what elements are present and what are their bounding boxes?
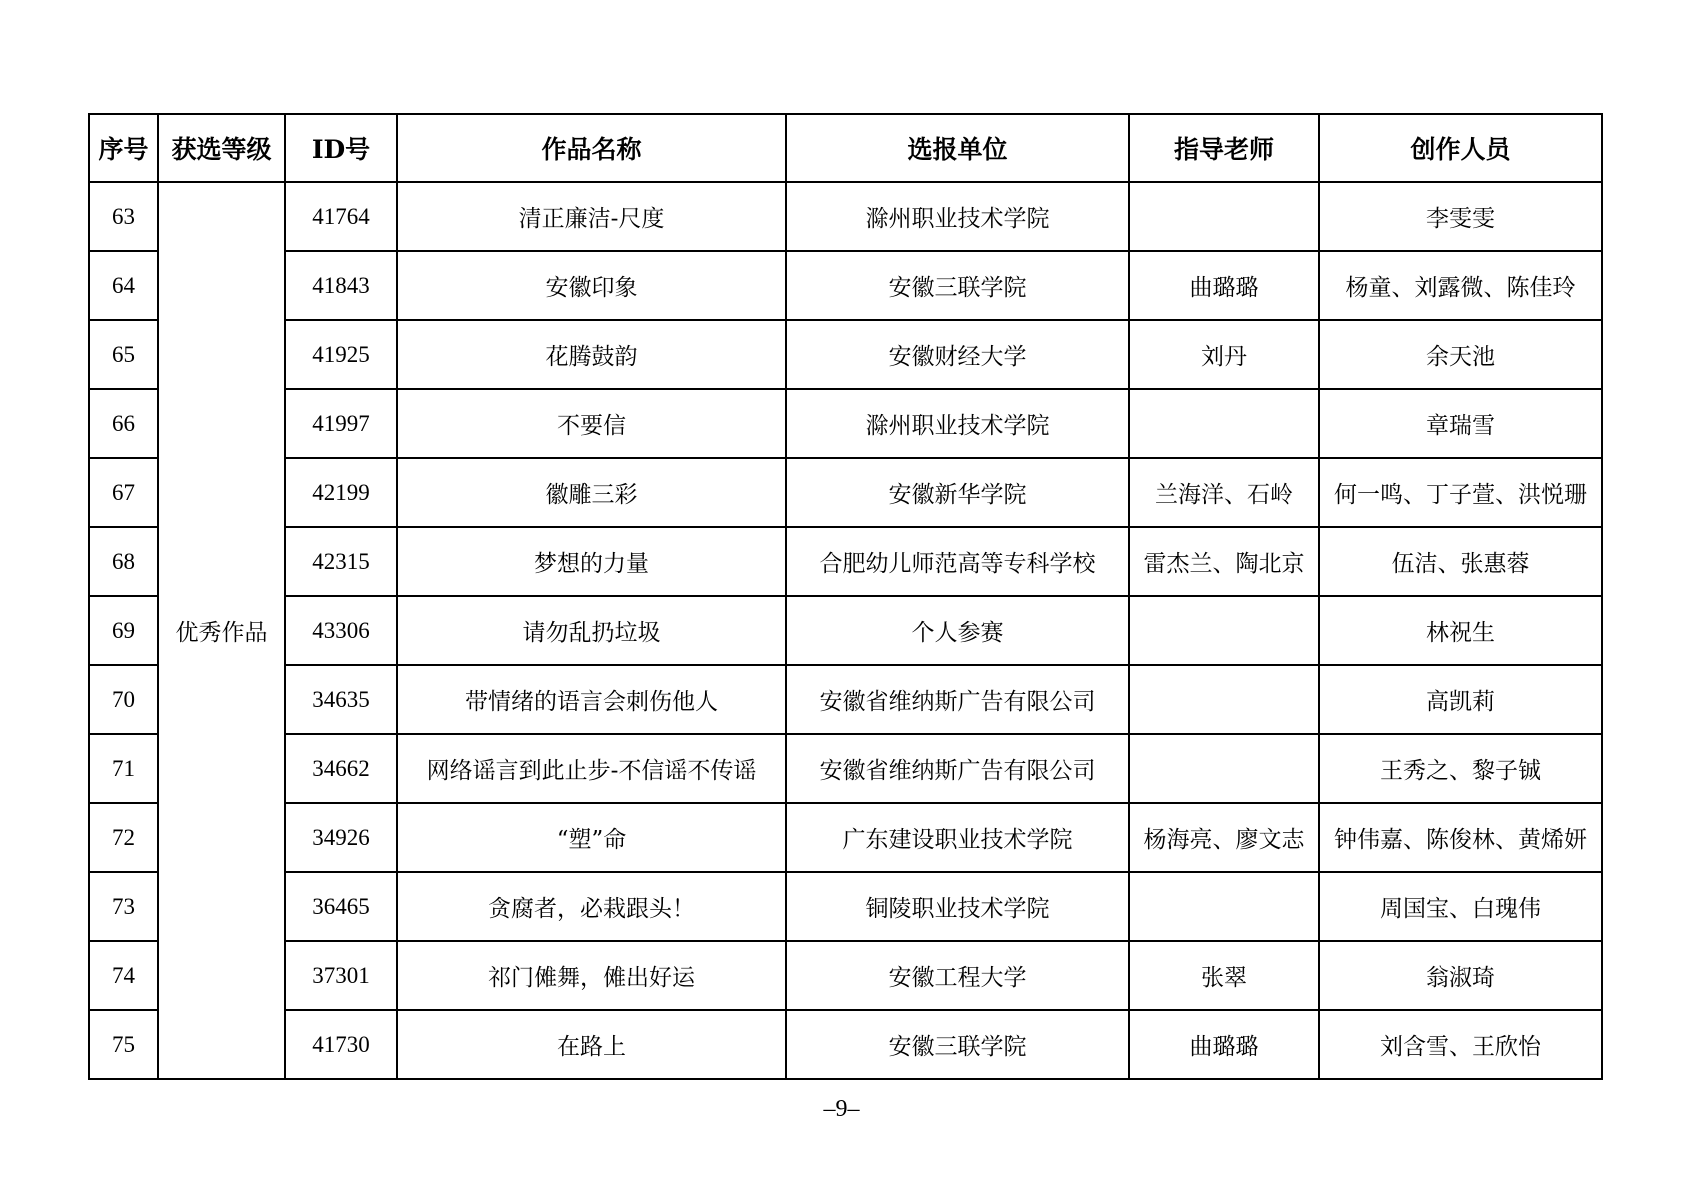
cell-id: 42199 [285, 458, 397, 527]
cell-unit: 广东建设职业技术学院 [786, 803, 1129, 872]
cell-no: 75 [89, 1010, 158, 1079]
cell-unit: 滁州职业技术学院 [786, 389, 1129, 458]
table-row [89, 389, 1602, 458]
cell-id: 42315 [285, 527, 397, 596]
cell-no: 73 [89, 872, 158, 941]
cell-teacher [1129, 872, 1319, 941]
cell-title: 在路上 [397, 1010, 786, 1079]
cell-creators: 伍洁、张惠蓉 [1319, 527, 1602, 596]
table-row [89, 320, 1602, 389]
cell-unit: 安徽省维纳斯广告有限公司 [786, 734, 1129, 803]
cell-id: 41925 [285, 320, 397, 389]
table-row [89, 596, 1602, 665]
cell-no: 65 [89, 320, 158, 389]
cell-title: 请勿乱扔垃圾 [397, 596, 786, 665]
cell-teacher: 兰海洋、石岭 [1129, 458, 1319, 527]
cell-id: 43306 [285, 596, 397, 665]
cell-creators: 刘含雪、王欣怡 [1319, 1010, 1602, 1079]
cell-no: 64 [89, 251, 158, 320]
header-row [89, 114, 1602, 182]
cell-id: 41843 [285, 251, 397, 320]
cell-creators: 钟伟嘉、陈俊林、黄烯妍 [1319, 803, 1602, 872]
table-row [89, 458, 1602, 527]
cell-id: 36465 [285, 872, 397, 941]
cell-id: 37301 [285, 941, 397, 1010]
cell-id: 34926 [285, 803, 397, 872]
cell-teacher: 张翠 [1129, 941, 1319, 1010]
cell-id: 41764 [285, 182, 397, 251]
cell-no: 72 [89, 803, 158, 872]
cell-title: 安徽印象 [397, 251, 786, 320]
cell-no: 70 [89, 665, 158, 734]
header-creators: 创作人员 [1319, 114, 1602, 182]
cell-creators: 周国宝、白瑰伟 [1319, 872, 1602, 941]
cell-teacher: 曲璐璐 [1129, 1010, 1319, 1079]
cell-unit: 安徽工程大学 [786, 941, 1129, 1010]
cell-unit: 滁州职业技术学院 [786, 182, 1129, 251]
cell-creators: 高凯莉 [1319, 665, 1602, 734]
cell-no: 67 [89, 458, 158, 527]
cell-unit: 铜陵职业技术学院 [786, 872, 1129, 941]
cell-id: 34635 [285, 665, 397, 734]
cell-creators: 余天池 [1319, 320, 1602, 389]
cell-title: 梦想的力量 [397, 527, 786, 596]
cell-title: 带情绪的语言会刺伤他人 [397, 665, 786, 734]
cell-teacher [1129, 734, 1319, 803]
cell-teacher: 刘丹 [1129, 320, 1319, 389]
cell-teacher [1129, 182, 1319, 251]
cell-creators: 何一鸣、丁子萱、洪悦珊 [1319, 458, 1602, 527]
cell-teacher: 曲璐璐 [1129, 251, 1319, 320]
cell-title: 清正廉洁-尺度 [397, 182, 786, 251]
cell-no: 66 [89, 389, 158, 458]
cell-title: 祁门傩舞，傩出好运 [397, 941, 786, 1010]
table-row [89, 182, 1602, 251]
cell-creators: 翁淑琦 [1319, 941, 1602, 1010]
cell-title: “塑”命 [397, 803, 786, 872]
table-row [89, 803, 1602, 872]
cell-teacher [1129, 389, 1319, 458]
cell-teacher [1129, 665, 1319, 734]
cell-unit: 个人参赛 [786, 596, 1129, 665]
cell-unit: 安徽省维纳斯广告有限公司 [786, 665, 1129, 734]
cell-teacher: 杨海亮、廖文志 [1129, 803, 1319, 872]
table-row [89, 527, 1602, 596]
cell-unit: 安徽新华学院 [786, 458, 1129, 527]
table-row [89, 941, 1602, 1010]
cell-title: 花腾鼓韵 [397, 320, 786, 389]
cell-title: 网络谣言到此止步-不信谣不传谣 [397, 734, 786, 803]
table-row [89, 1010, 1602, 1079]
cell-no: 71 [89, 734, 158, 803]
cell-creators: 章瑞雪 [1319, 389, 1602, 458]
cell-no: 68 [89, 527, 158, 596]
cell-id: 41997 [285, 389, 397, 458]
header-unit: 选报单位 [786, 114, 1129, 182]
page-number: –9– [823, 1096, 860, 1122]
table-row [89, 872, 1602, 941]
cell-title: 不要信 [397, 389, 786, 458]
table-row [89, 665, 1602, 734]
cell-teacher [1129, 596, 1319, 665]
cell-no: 74 [89, 941, 158, 1010]
cell-no: 63 [89, 182, 158, 251]
cell-unit: 安徽财经大学 [786, 320, 1129, 389]
cell-id: 34662 [285, 734, 397, 803]
cell-creators: 杨童、刘露微、陈佳玲 [1319, 251, 1602, 320]
table-row [89, 251, 1602, 320]
cell-teacher: 雷杰兰、陶北京 [1129, 527, 1319, 596]
cell-creators: 王秀之、黎子铖 [1319, 734, 1602, 803]
cell-title: 徽雕三彩 [397, 458, 786, 527]
header-id: ID号 [285, 114, 397, 182]
cell-level: 优秀作品 [158, 182, 285, 1079]
cell-unit: 合肥幼儿师范高等专科学校 [786, 527, 1129, 596]
cell-title: 贪腐者，必栽跟头！ [397, 872, 786, 941]
header-no: 序号 [89, 114, 158, 182]
header-level: 获选等级 [158, 114, 285, 182]
cell-unit: 安徽三联学院 [786, 1010, 1129, 1079]
header-title: 作品名称 [397, 114, 786, 182]
cell-id: 41730 [285, 1010, 397, 1079]
cell-creators: 李雯雯 [1319, 182, 1602, 251]
header-teacher: 指导老师 [1129, 114, 1319, 182]
cell-unit: 安徽三联学院 [786, 251, 1129, 320]
cell-no: 69 [89, 596, 158, 665]
cell-creators: 林祝生 [1319, 596, 1602, 665]
table-row [89, 734, 1602, 803]
award-table [88, 113, 1603, 1080]
